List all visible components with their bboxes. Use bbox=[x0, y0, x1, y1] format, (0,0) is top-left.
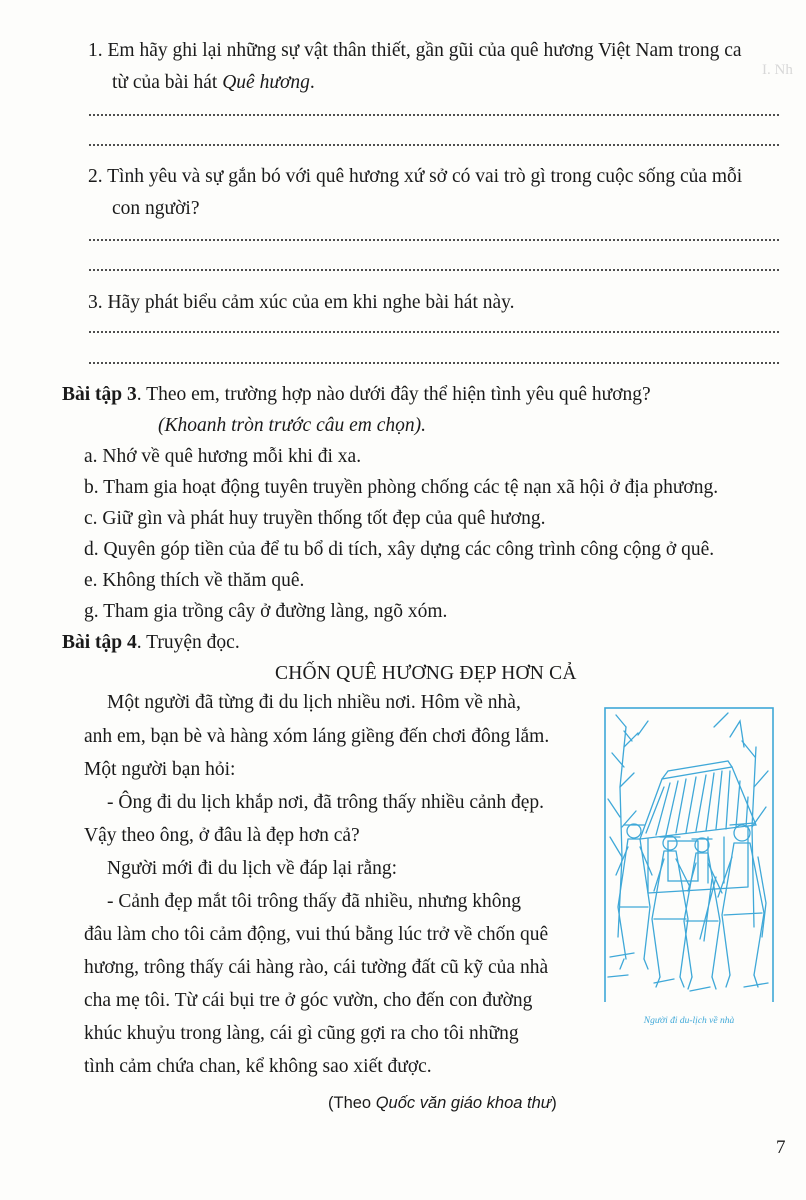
story-line: khúc khuỷu trong làng, cái gì cũng gợi ra cho tôi những bbox=[84, 1023, 519, 1044]
exercise-4-label: Bài tập 4 bbox=[62, 632, 137, 653]
story-line: Một người bạn hỏi: bbox=[84, 759, 236, 780]
answer-line[interactable] bbox=[88, 361, 780, 365]
story-line: tình cảm chứa chan, kể không sao xiết được. bbox=[84, 1056, 432, 1077]
answer-line[interactable] bbox=[88, 143, 780, 147]
bleed-through-text: I. Nh bbox=[762, 62, 793, 78]
answer-line[interactable] bbox=[88, 113, 780, 117]
story-line: - Ông đi du lịch khắp nơi, đã trông thấy nhiều cảnh đẹp. bbox=[107, 792, 545, 813]
question-1-line-1: 1. Em hãy ghi lại những sự vật thân thiết, gần gũi của quê hương Việt Nam trong ca bbox=[88, 40, 742, 61]
story-source: (Theo Quốc văn giáo khoa thư) bbox=[328, 1094, 557, 1112]
question-2-line-2: con người? bbox=[112, 198, 200, 219]
page-number: 7 bbox=[776, 1137, 786, 1158]
illustration-caption: Người đi du-lịch về nhà bbox=[643, 1016, 735, 1026]
exercise-3-instruction: (Khoanh tròn trước câu em chọn). bbox=[158, 415, 427, 436]
illustration-drawing bbox=[604, 707, 774, 1002]
source-book-title: Quốc văn giáo khoa thư bbox=[375, 1094, 552, 1112]
option-e[interactable]: e. Không thích về thăm quê. bbox=[84, 570, 305, 591]
exercise-3-heading: Bài tập 3. Theo em, trường hợp nào dưới đây thể hiện tình yêu quê hương? bbox=[62, 384, 651, 405]
option-g[interactable]: g. Tham gia trồng cây ở đường làng, ngõ xóm. bbox=[84, 601, 448, 622]
option-c[interactable]: c. Giữ gìn và phát huy truyền thống tốt đẹp của quê hương. bbox=[84, 508, 546, 529]
answer-line[interactable] bbox=[88, 268, 780, 272]
question-3-line-1: 3. Hãy phát biểu cảm xúc của em khi nghe bài hát này. bbox=[88, 292, 515, 313]
story-line: Một người đã từng đi du lịch nhiều nơi. Hôm về nhà, bbox=[107, 692, 521, 713]
option-a[interactable]: a. Nhớ về quê hương mỗi khi đi xa. bbox=[84, 446, 362, 467]
option-b[interactable]: b. Tham gia hoạt động tuyên truyền phòng chống các tệ nạn xã hội ở địa phương. bbox=[84, 477, 719, 498]
story-line: cha mẹ tôi. Từ cái bụi tre ở góc vườn, cho đến con đường bbox=[84, 990, 533, 1011]
story-title: CHỐN QUÊ HƯƠNG ĐẸP HƠN CẢ bbox=[275, 663, 577, 684]
story-line: Vậy theo ông, ở đâu là đẹp hơn cả? bbox=[84, 825, 360, 846]
story-line: anh em, bạn bè và hàng xóm láng giềng đến chơi đông lắm. bbox=[84, 726, 550, 747]
exercise-3-label: Bài tập 3 bbox=[62, 384, 137, 405]
song-title: Quê hương bbox=[222, 72, 310, 93]
story-line: đâu làm cho tôi cảm động, vui thú bằng lúc trở về chốn quê bbox=[84, 924, 549, 945]
answer-line[interactable] bbox=[88, 330, 780, 334]
question-2-line-1: 2. Tình yêu và sự gắn bó với quê hương xứ sở có vai trò gì trong cuộc sống của mỗi bbox=[88, 166, 743, 187]
story-line: Người mới đi du lịch về đáp lại rằng: bbox=[107, 858, 398, 879]
exercise-4-heading: Bài tập 4. Truyện đọc. bbox=[62, 632, 240, 653]
question-1-line-2: từ của bài hát Quê hương. bbox=[112, 72, 315, 93]
option-d[interactable]: d. Quyên góp tiền của để tu bổ di tích, xây dựng các công trình công cộng ở quê. bbox=[84, 539, 715, 560]
story-line: hương, trông thấy cái hàng rào, cái tường đất cũ kỹ của nhà bbox=[84, 957, 549, 978]
story-line: - Cảnh đẹp mắt tôi trông thấy đã nhiều, nhưng không bbox=[107, 891, 522, 912]
answer-line[interactable] bbox=[88, 238, 780, 242]
story-illustration bbox=[604, 707, 774, 1002]
